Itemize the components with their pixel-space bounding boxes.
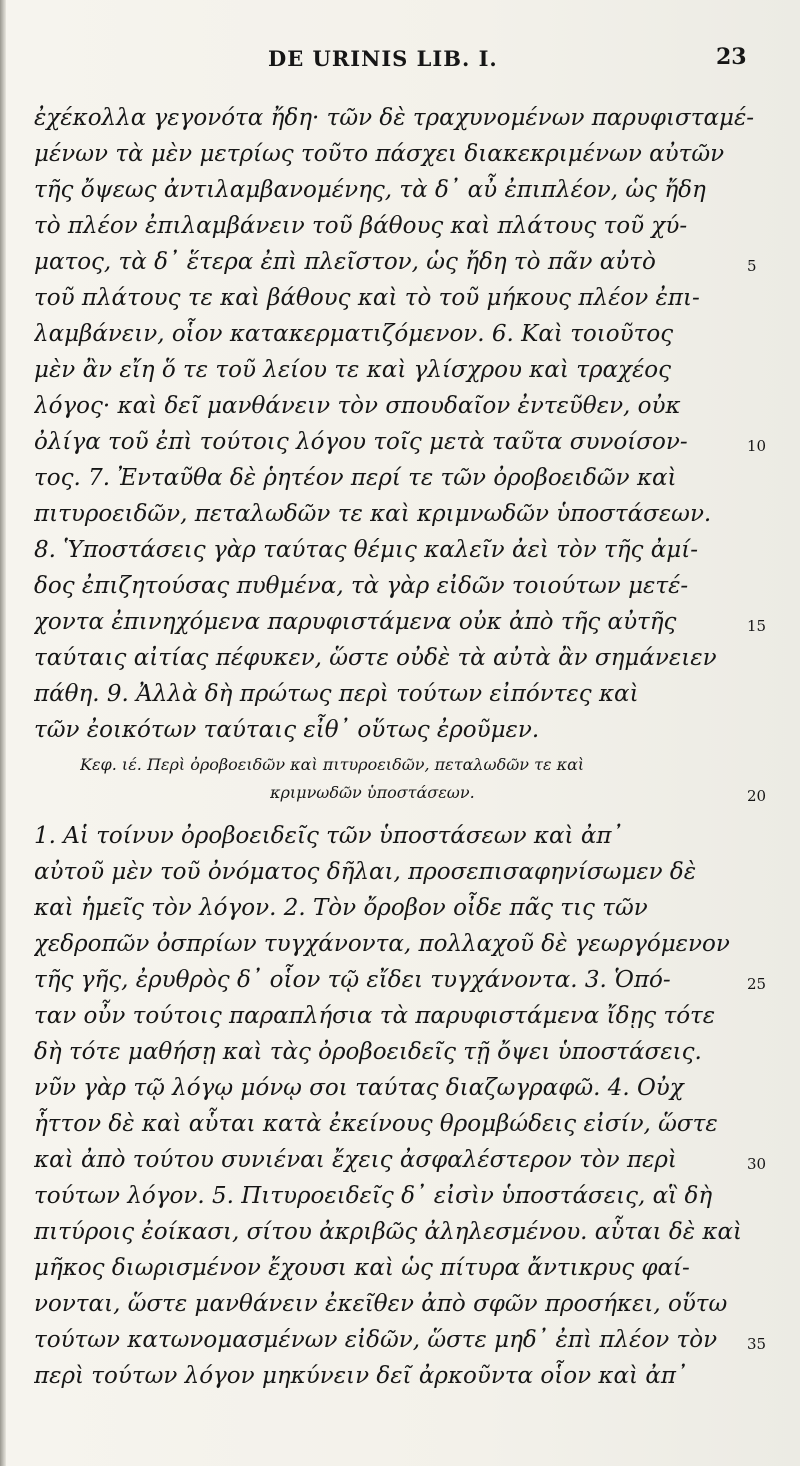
text-line: μὲν ἂν εἴη ὅ τε τοῦ λείου τε καὶ γλίσχρου καὶ τραχέος [34,357,672,383]
page-header [0,44,800,78]
text-line: ματος, τὰ δ᾽ ἕτερα ἐπὶ πλεῖστον, ὡς ἤδη τὸ πᾶν αὐτὸ [34,249,656,275]
text-line: ταν οὖν τούτοις παραπλήσια τὰ παρυφιστάμενα ἴδῃς τότε [34,1003,716,1029]
text-line: πάθη. 9. Ἀλλὰ δὴ πρώτως περὶ τούτων εἰπόντες καὶ [34,681,639,707]
text-line: περὶ τούτων λόγον μηκύνειν δεῖ ἀρκοῦντα οἷον καὶ ἀπ᾽ [34,1363,688,1389]
page-number: 23 [716,44,747,70]
line-number: 30 [747,1155,767,1173]
text-line: τος. 7. Ἐνταῦθα δὲ ῥητέον περί τε τῶν ὀροβοειδῶν καὶ [34,465,677,491]
text-line: μένων τὰ μὲν μετρίως τοῦτο πάσχει διακεκριμένων αὐτῶν [34,141,725,167]
text-line: χεδροπῶν ὀσπρίων τυγχάνοντα, πολλαχοῦ δὲ γεωργόμενον [34,931,730,957]
line-number: 15 [747,617,767,635]
text-line: δὴ τότε μαθήσῃ καὶ τὰς ὀροβοειδεῖς τῇ ὄψει ὑποστάσεις. [34,1039,702,1065]
text-line: λόγος· καὶ δεῖ μανθάνειν τὸν σπουδαῖον ἐντεῦθεν, οὐκ [34,393,681,419]
text-line: τούτων κατωνομασμένων εἰδῶν, ὥστε μηδ᾽ ἐπὶ πλέον τὸν [34,1327,718,1353]
text-line: τῆς ὄψεως ἀντιλαμβανομένης, τὰ δ᾽ αὖ ἐπιπλέον, ὡς ἤδη [34,177,706,203]
text-line: χοντα ἐπινηχόμενα παρυφιστάμενα οὐκ ἀπὸ τῆς αὐτῆς [34,609,677,635]
text-line: ἧττον δὲ καὶ αὗται κατὰ ἐκείνους θρομβώδεις εἰσίν, ὥστε [34,1111,718,1137]
text-line: ὀλίγα τοῦ ἐπὶ τούτοις λόγου τοῖς μετὰ ταῦτα συνοίσον- [34,429,688,455]
line-number: 35 [747,1335,767,1353]
chapter-heading-continued: κριμνωδῶν ὑποστάσεων. [270,783,475,802]
text-line: 1. Αἱ τοίνυν ὀροβοειδεῖς τῶν ὑποστάσεων καὶ ἀπ᾽ [34,823,624,849]
text-line: λαμβάνειν, οἷον κατακερματιζόμενον. 6. Καὶ τοιοῦτος [34,321,674,347]
text-line: τὸ πλέον ἐπιλαμβάνειν τοῦ βάθους καὶ πλάτους τοῦ χύ- [34,213,688,239]
page-spine-shadow [0,0,6,1466]
line-number: 20 [747,787,767,805]
text-line: τοῦ πλάτους τε καὶ βάθους καὶ τὸ τοῦ μήκους πλέον ἐπι- [34,285,700,311]
text-line: 8. Ὑποστάσεις γὰρ ταύτας θέμις καλεῖν ἀεὶ τὸν τῆς ἀμί- [34,537,699,563]
text-line: καὶ ἡμεῖς τὸν λόγον. 2. Τὸν ὄροβον οἶδε πᾶς τις τῶν [34,895,648,921]
text-line: ἐχέκολλα γεγονότα ἤδη· τῶν δὲ τραχυνομένων παρυφισταμέ- [34,105,754,131]
line-number: 10 [747,437,767,455]
text-line: καὶ ἀπὸ τούτου συνιέναι ἔχεις ἀσφαλέστερον τὸν περὶ [34,1147,677,1173]
text-line: αὐτοῦ μὲν τοῦ ὀνόματος δῆλαι, προσεπισαφηνίσωμεν δὲ [34,859,697,885]
text-line: πιτυροειδῶν, πεταλωδῶν τε καὶ κριμνωδῶν ὑποστάσεων. [34,501,712,527]
chapter-heading: Κεφ. ιέ. Περὶ ὀροβοειδῶν καὶ πιτυροειδῶν, πεταλωδῶν τε καὶ [80,755,585,774]
text-line: μῆκος διωρισμένον ἔχουσι καὶ ὡς πίτυρα ἄντικρυς φαί- [34,1255,690,1281]
text-line: τῆς γῆς, ἐρυθρὸς δ᾽ οἷον τῷ εἴδει τυγχάνοντα. 3. Ὁπό- [34,967,671,993]
running-title: DE URINIS LIB. I. [268,46,498,71]
text-line: τούτων λόγον. 5. Πιτυροειδεῖς δ᾽ εἰσὶν ὑποστάσεις, αἳ δὴ [34,1183,713,1209]
line-number: 5 [747,257,757,275]
text-line: νῦν γὰρ τῷ λόγῳ μόνῳ σοι ταύτας διαζωγραφῶ. 4. Οὐχ [34,1075,684,1101]
text-line: ταύταις αἰτίας πέφυκεν, ὥστε οὐδὲ τὰ αὐτὰ ἂν σημάνειεν [34,645,717,671]
text-line: πιτύροις ἐοίκασι, σίτου ἀκριβῶς ἀληλεσμένου. αὗται δὲ καὶ [34,1219,743,1245]
text-line: δος ἐπιζητούσας πυθμένα, τὰ γὰρ εἰδῶν τοιούτων μετέ- [34,573,689,599]
text-line: τῶν ἐοικότων ταύταις εἶθ᾽ οὕτως ἐροῦμεν. [34,717,540,743]
text-line: νονται, ὥστε μανθάνειν ἐκεῖθεν ἀπὸ σφῶν προσήκει, οὕτω [34,1291,728,1317]
line-number: 25 [747,975,767,993]
